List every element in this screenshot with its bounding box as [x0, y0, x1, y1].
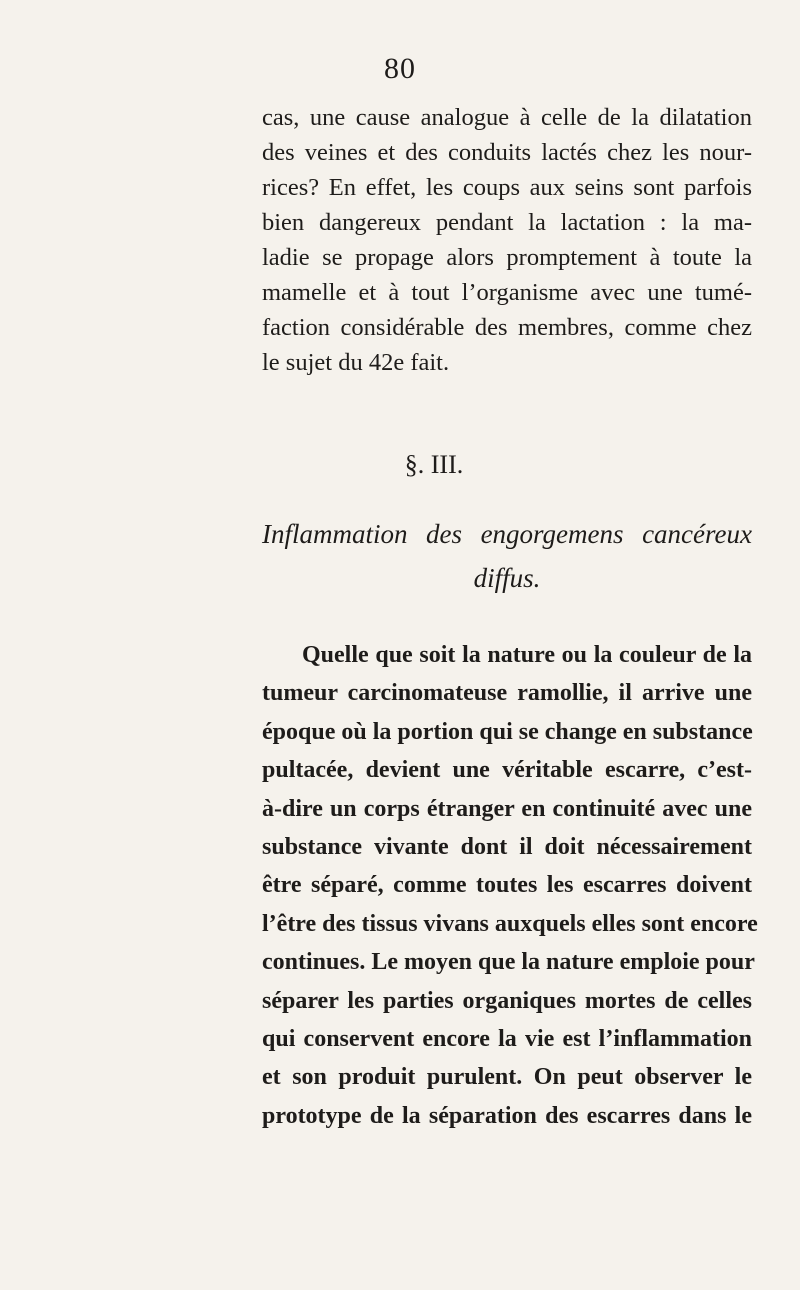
- paragraph-body: [262, 636, 758, 1135]
- text-line: tumeur carcinomateuse ramollie, il arrive une: [262, 680, 752, 707]
- text-line: qui conservent encore la vie est l’inflammation: [262, 1025, 752, 1052]
- text-line: pultacée, devient une véritable escarre, c’est-: [262, 757, 752, 784]
- heading-line: diffus.: [473, 563, 541, 593]
- text-line: et son produit purulent. On peut observer le: [262, 1064, 752, 1091]
- text-line: faction considérable des membres, comme chez: [262, 314, 752, 341]
- text-line: séparer les parties organiques mortes de celles: [262, 987, 752, 1014]
- text-line: le sujet du 42e fait.: [262, 349, 450, 376]
- text-line: des veines et des conduits lactés chez les nour-: [262, 139, 752, 166]
- text-line: Quelle que soit la nature ou la couleur de la: [302, 642, 752, 668]
- text-line: être séparé, comme toutes les escarres doivent: [262, 872, 752, 899]
- section-heading: [262, 512, 752, 600]
- paragraph-continuation: [262, 100, 752, 380]
- text-line: substance vivante dont il doit nécessairement: [262, 833, 752, 860]
- section-number: §. III.: [404, 450, 464, 479]
- text-line: cas, une cause analogue à celle de la dilatation: [262, 104, 752, 131]
- heading-line: Inflammation des engorgemens cancéreux: [262, 519, 752, 549]
- text-line: rices? En effet, les coups aux seins sont parfois: [262, 174, 752, 201]
- text-line: l’être des tissus vivans auxquels elles sont encore: [262, 910, 758, 937]
- text-line: bien dangereux pendant la lactation : la ma-: [262, 209, 752, 236]
- text-line: époque où la portion qui se change en substance: [262, 718, 753, 745]
- text-line: à-dire un corps étranger en continuité avec une: [262, 795, 752, 822]
- text-line: continues. Le moyen que la nature emploie pour: [262, 949, 755, 976]
- text-line: mamelle et à tout l’organisme avec une tumé-: [262, 279, 752, 306]
- text-line: prototype de la séparation des escarres dans le: [262, 1102, 752, 1129]
- page-number: 80: [384, 52, 416, 85]
- text-line: ladie se propage alors promptement à toute la: [262, 244, 752, 271]
